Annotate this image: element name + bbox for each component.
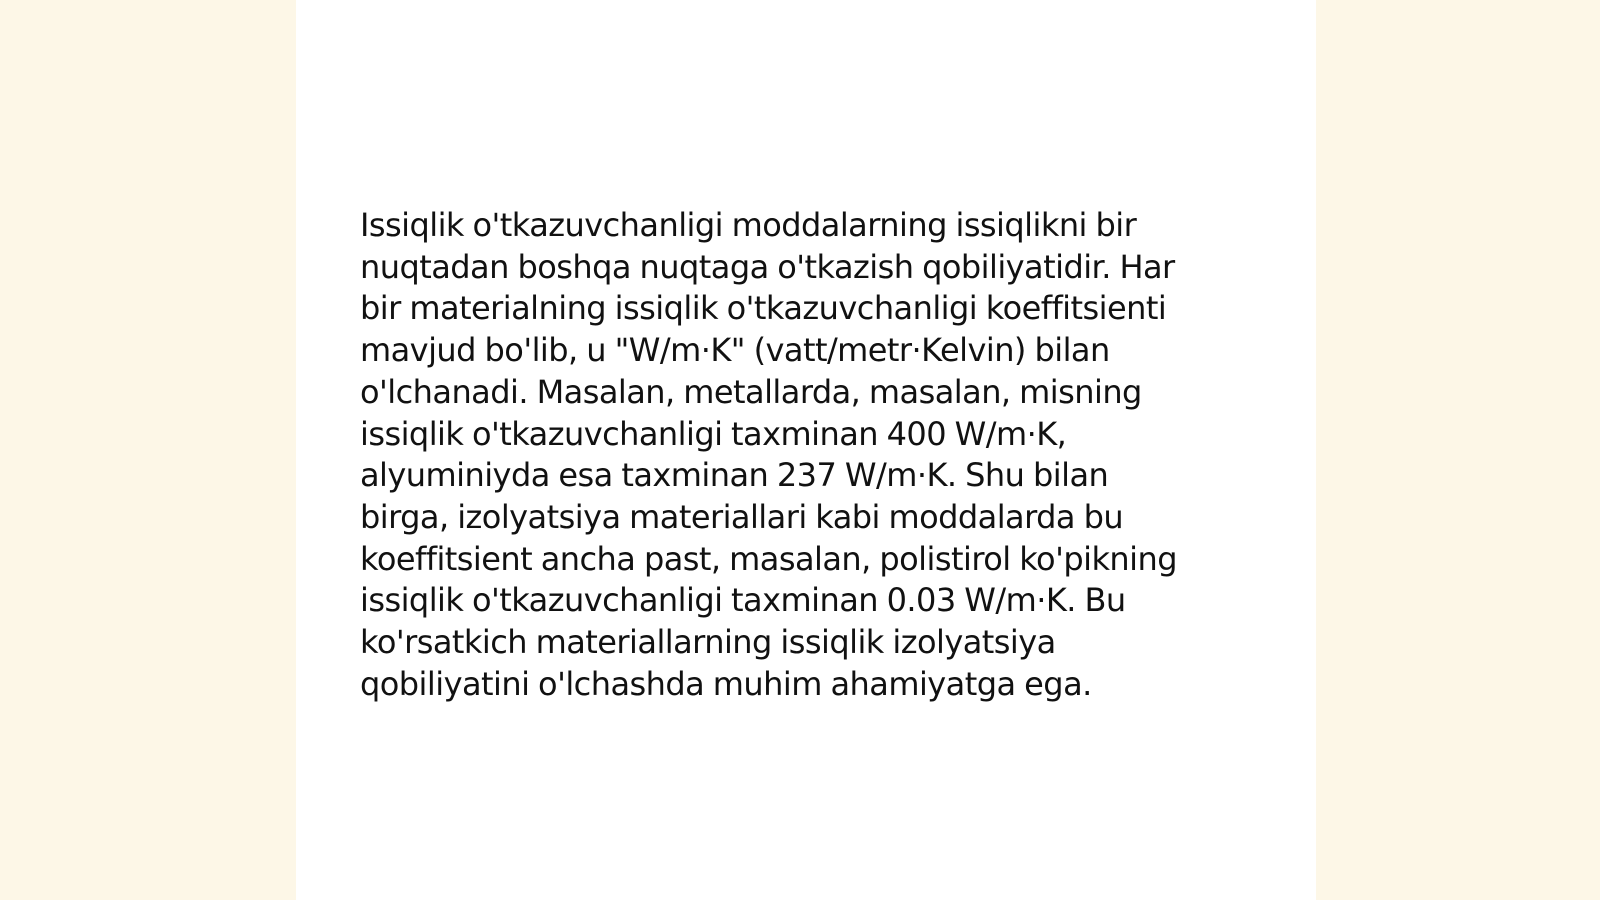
body-paragraph bbox=[360, 205, 1240, 705]
paragraph-line: qobiliyatini o'lchashda muhim ahamiyatga ega. bbox=[360, 664, 1092, 703]
paragraph-line: Issiqlik o'tkazuvchanligi moddalarning issiqlikni bir bbox=[360, 206, 1137, 244]
paragraph-line: ko'rsatkich materiallarning issiqlik izolyatsiya bbox=[360, 623, 1056, 662]
paragraph-line: mavjud bo'lib, u "W/m·K" (vatt/metr·Kelvin) bilan bbox=[360, 331, 1110, 370]
paragraph-line: bir materialning issiqlik o'tkazuvchanligi koeffitsienti bbox=[360, 289, 1167, 328]
paragraph-line: birga, izolyatsiya materiallari kabi moddalarda bu bbox=[360, 497, 1124, 536]
paragraph-line: o'lchanadi. Masalan, metallarda, masalan, misning bbox=[360, 372, 1142, 411]
document-page bbox=[296, 0, 1316, 900]
paragraph-line: koeffitsient ancha past, masalan, polistirol ko'pikning bbox=[360, 539, 1177, 578]
paragraph-line: issiqlik o'tkazuvchanligi taxminan 0.03 W/m·K. Bu bbox=[360, 581, 1126, 620]
paragraph-line: alyuminiyda esa taxminan 237 W/m·K. Shu bilan bbox=[360, 456, 1109, 495]
paragraph-line: nuqtadan boshqa nuqtaga o'tkazish qobiliyatidir. Har bbox=[360, 247, 1175, 286]
paragraph-line: issiqlik o'tkazuvchanligi taxminan 400 W/m·K, bbox=[360, 414, 1067, 453]
